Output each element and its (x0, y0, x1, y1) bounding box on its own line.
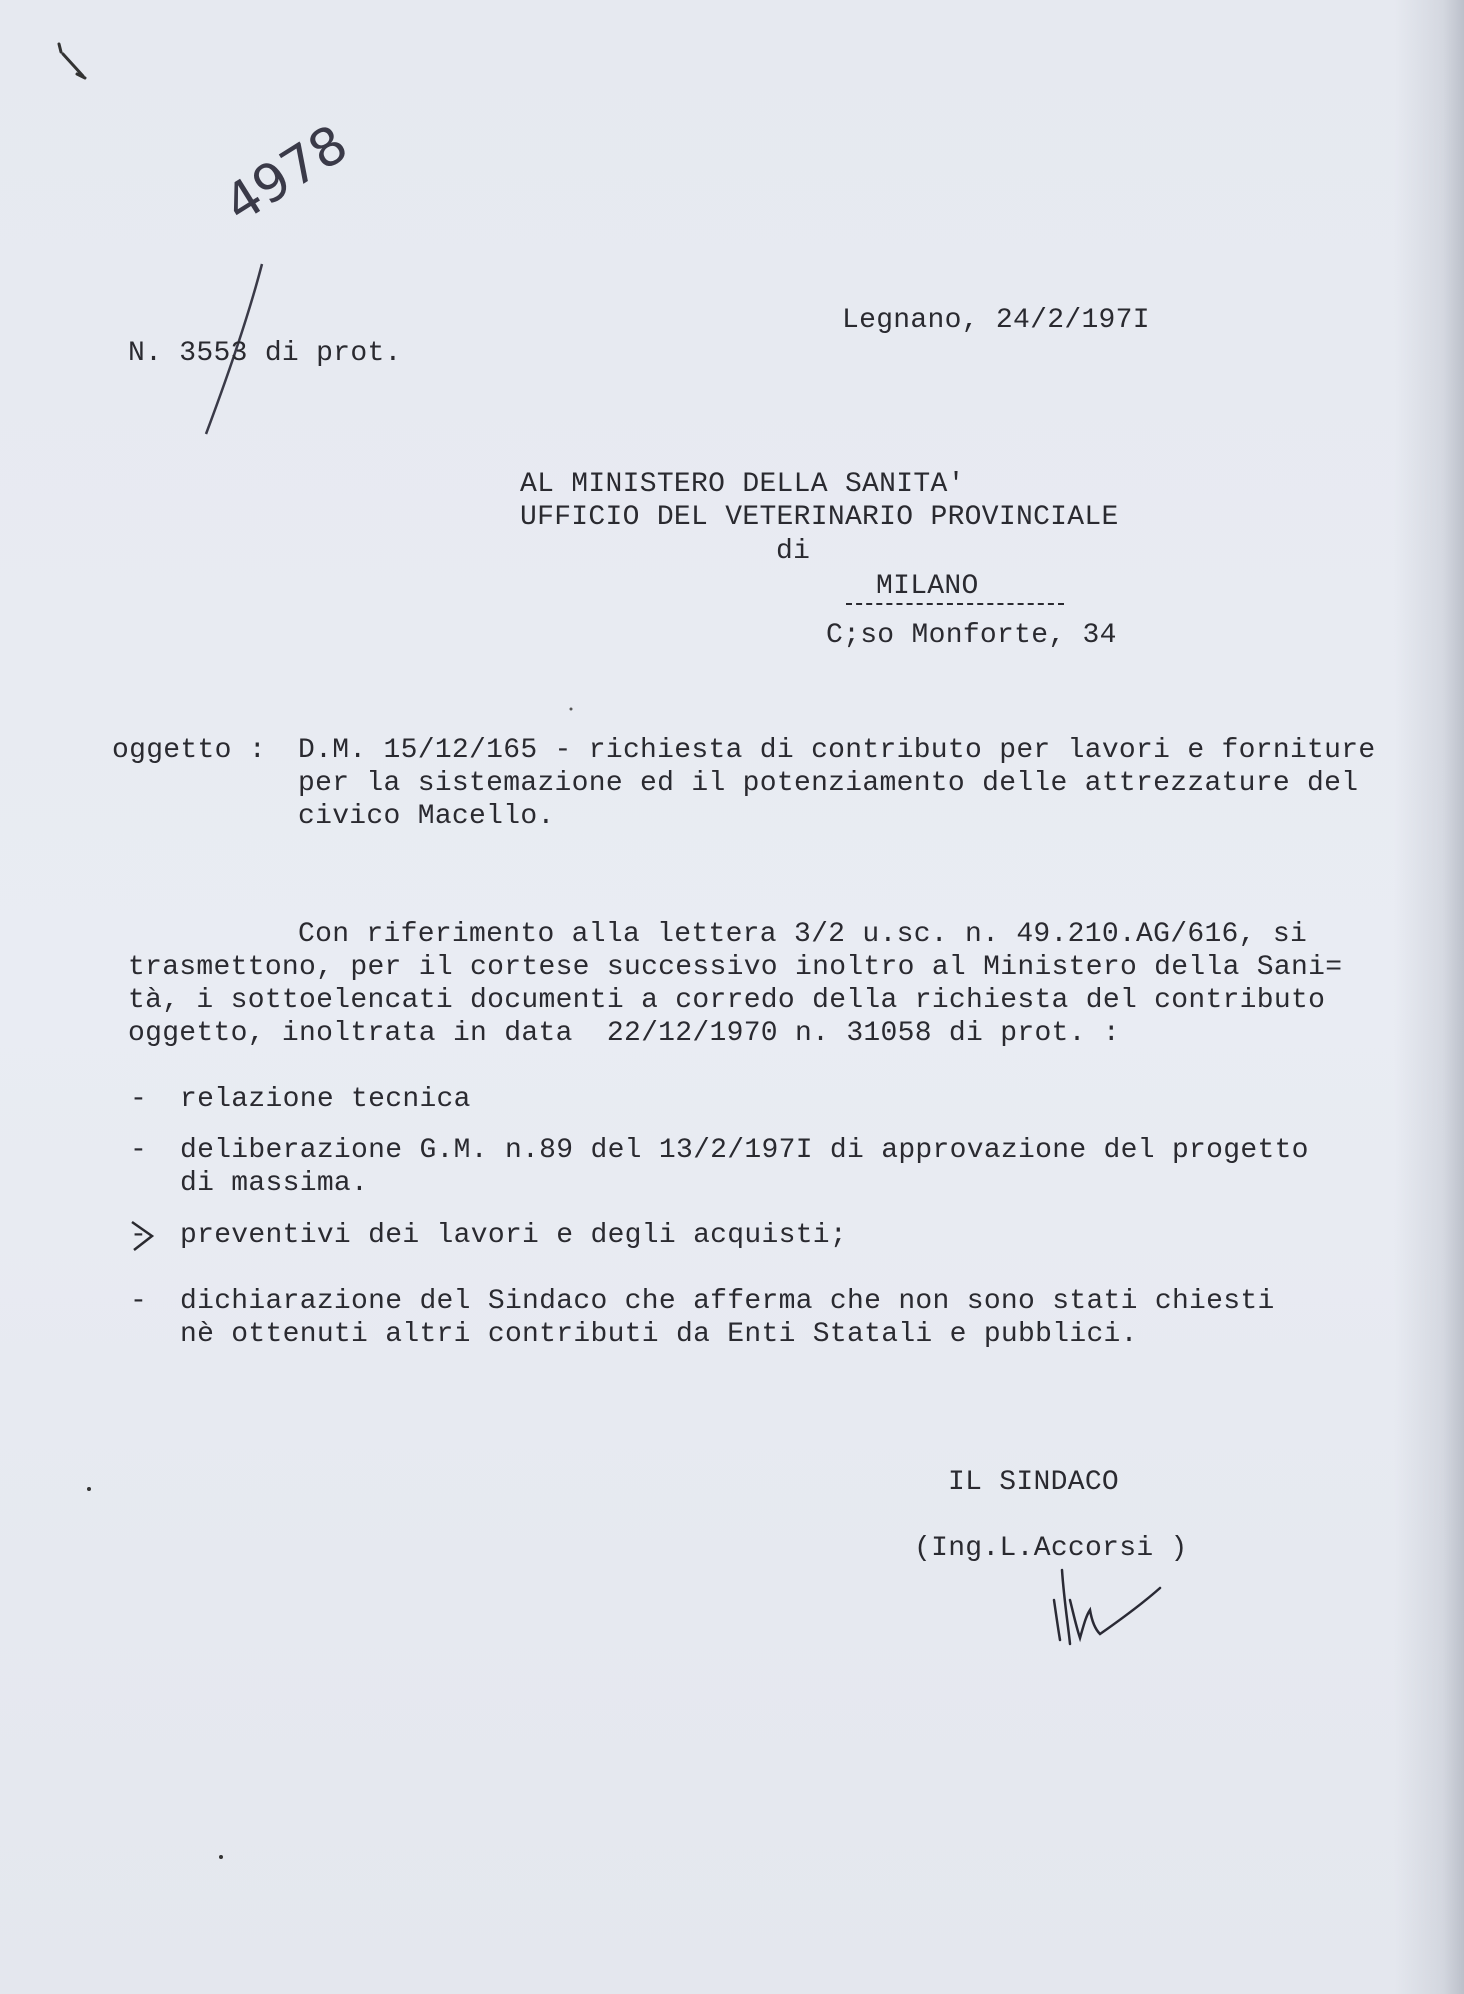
recipient-address: C;so Monforte, 34 (826, 620, 1117, 651)
list-item-text: dichiarazione del Sindaco che afferma che non sono stati chiesti (180, 1286, 1275, 1317)
handwritten-protocol-number: 4978 (214, 113, 359, 235)
list-item-text: relazione tecnica (180, 1084, 471, 1115)
body-line: Con riferimento alla lettera 3/2 u.sc. n. 49.210.AG/616, si (298, 919, 1308, 950)
subject-line: civico Macello. (298, 801, 555, 832)
list-bullet: - (130, 1084, 148, 1115)
paper-speck (568, 706, 574, 712)
protocol-number: N. 3553 di prot. (128, 338, 402, 369)
city-underline (846, 603, 1064, 605)
list-item-text: di massima. (180, 1168, 369, 1199)
handwritten-signature (1040, 1540, 1170, 1650)
list-item-text: nè ottenuti altri contributi da Enti Statali e pubblici. (180, 1319, 1138, 1350)
subject-line: D.M. 15/12/165 - richiesta di contributo per lavori e forniture (298, 735, 1376, 766)
recipient-city: MILANO (876, 571, 979, 602)
paper-speck (86, 1486, 92, 1492)
body-line: tà, i sottoelencati documenti a corredo della richiesta del contributo (128, 985, 1326, 1016)
signature-title: IL SINDACO (948, 1467, 1120, 1498)
subject-line: per la sistemazione ed il potenziamento delle attrezzature del (298, 768, 1359, 799)
handwritten-check-mark (126, 1218, 166, 1252)
list-bullet: - (130, 1135, 148, 1166)
signature-name: (Ing.L.Accorsi ) (914, 1533, 1188, 1564)
paper-speck (218, 1854, 224, 1860)
subject-label: oggetto : (112, 735, 266, 766)
recipient-line-2: UFFICIO DEL VETERINARIO PROVINCIALE (520, 502, 1119, 533)
place-date: Legnano, 24/2/197I (842, 305, 1150, 336)
stray-mark (55, 40, 95, 80)
list-bullet: - (130, 1220, 148, 1251)
recipient-line-3: di (776, 536, 811, 567)
list-item-text: preventivi dei lavori e degli acquisti; (180, 1220, 848, 1251)
body-line: trasmettono, per il cortese successivo inoltro al Ministero della Sani= (128, 952, 1343, 983)
body-line: oggetto, inoltrata in data 22/12/1970 n. 31058 di prot. : (128, 1018, 1120, 1049)
page-edge-shadow (1394, 0, 1464, 1994)
list-item-text: deliberazione G.M. n.89 del 13/2/197I di approvazione del progetto (180, 1135, 1309, 1166)
recipient-line-1: AL MINISTERO DELLA SANITA' (520, 469, 965, 500)
list-bullet: - (130, 1286, 148, 1317)
